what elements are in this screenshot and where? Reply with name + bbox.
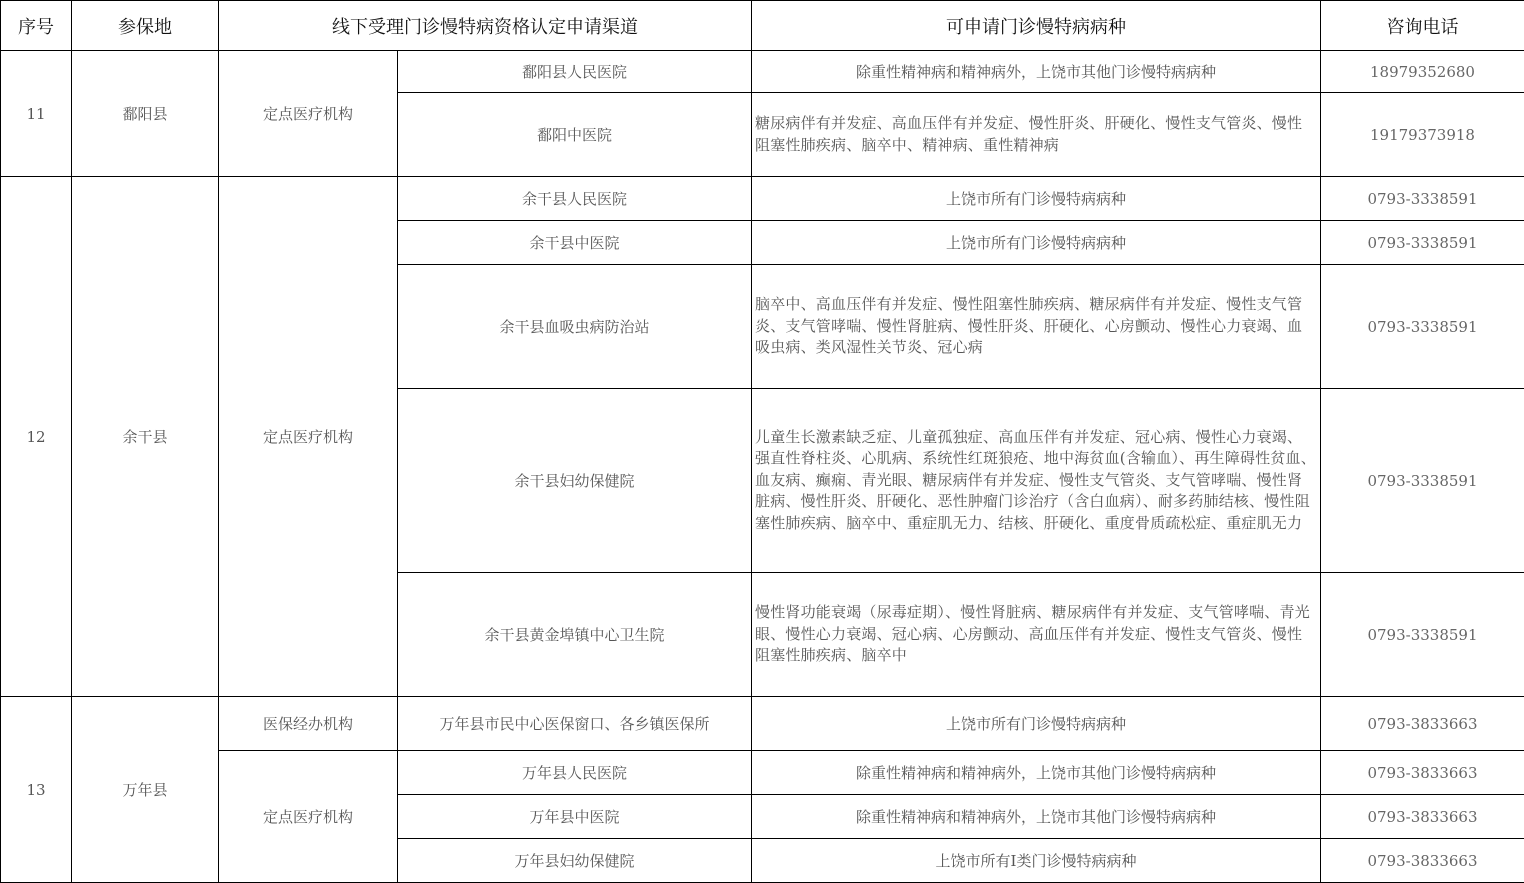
- seq-cell: 11: [1, 51, 72, 177]
- seq-cell: 12: [1, 177, 72, 697]
- phone-cell: 0793-3833663: [1321, 839, 1524, 883]
- channel-type-cell: 定点医疗机构: [219, 751, 398, 883]
- institution-cell: 鄱阳中医院: [398, 93, 752, 177]
- channel-type-cell: 定点医疗机构: [219, 177, 398, 697]
- diseases-cell: 上饶市所有门诊慢特病病种: [752, 221, 1321, 265]
- table-row: [1, 697, 1524, 751]
- diseases-cell: 除重性精神病和精神病外，上饶市其他门诊慢特病病种: [752, 795, 1321, 839]
- institution-cell: 余干县黄金埠镇中心卫生院: [398, 573, 752, 697]
- table-row: [1, 751, 1524, 795]
- diseases-cell: 上饶市所有门诊慢特病病种: [752, 697, 1321, 751]
- diseases-cell: 上饶市所有门诊慢特病病种: [752, 177, 1321, 221]
- header-row: [1, 1, 1524, 51]
- table-row: [1, 51, 1524, 93]
- institution-cell: 余干县人民医院: [398, 177, 752, 221]
- seq-cell: 13: [1, 697, 72, 883]
- header-channel: 线下受理门诊慢特病资格认定申请渠道: [219, 1, 752, 51]
- phone-cell: 0793-3833663: [1321, 795, 1524, 839]
- institution-cell: 鄱阳县人民医院: [398, 51, 752, 93]
- phone-cell: 0793-3338591: [1321, 177, 1524, 221]
- institution-cell: 余干县妇幼保健院: [398, 389, 752, 573]
- phone-cell: 0793-3338591: [1321, 389, 1524, 573]
- table-row: [1, 177, 1524, 221]
- header-seq: 序号: [1, 1, 72, 51]
- diseases-cell: 慢性肾功能衰竭（尿毒症期）、慢性肾脏病、糖尿病伴有并发症、支气管哮喘、青光眼、慢性心力衰竭、冠心病、心房颤动、高血压伴有并发症、慢性支气管炎、慢性阻塞性肺疾病、脑卒中: [752, 573, 1321, 697]
- phone-cell: 0793-3833663: [1321, 697, 1524, 751]
- phone-cell: 19179373918: [1321, 93, 1524, 177]
- diseases-cell: 脑卒中、高血压伴有并发症、慢性阻塞性肺疾病、糖尿病伴有并发症、慢性支气管炎、支气管哮喘、慢性肾脏病、慢性肝炎、肝硬化、心房颤动、慢性心力衰竭、血吸虫病、类风湿性关节炎、冠心病: [752, 265, 1321, 389]
- institution-cell: 万年县市民中心医保窗口、各乡镇医保所: [398, 697, 752, 751]
- channel-type-cell: 定点医疗机构: [219, 51, 398, 177]
- diseases-cell: 除重性精神病和精神病外，上饶市其他门诊慢特病病种: [752, 751, 1321, 795]
- header-diseases: 可申请门诊慢特病病种: [752, 1, 1321, 51]
- phone-cell: 0793-3833663: [1321, 751, 1524, 795]
- region-cell: 鄱阳县: [72, 51, 219, 177]
- institution-cell: 余干县中医院: [398, 221, 752, 265]
- phone-cell: 18979352680: [1321, 51, 1524, 93]
- channel-type-cell: 医保经办机构: [219, 697, 398, 751]
- region-cell: 万年县: [72, 697, 219, 883]
- institution-cell: 万年县人民医院: [398, 751, 752, 795]
- header-region: 参保地: [72, 1, 219, 51]
- diseases-cell: 除重性精神病和精神病外，上饶市其他门诊慢特病病种: [752, 51, 1321, 93]
- phone-cell: 0793-3338591: [1321, 265, 1524, 389]
- phone-cell: 0793-3338591: [1321, 221, 1524, 265]
- institution-cell: 万年县中医院: [398, 795, 752, 839]
- header-phone: 咨询电话: [1321, 1, 1524, 51]
- diseases-cell: 糖尿病伴有并发症、高血压伴有并发症、慢性肝炎、肝硬化、慢性支气管炎、慢性阻塞性肺疾病、脑卒中、精神病、重性精神病: [752, 93, 1321, 177]
- region-cell: 余干县: [72, 177, 219, 697]
- diseases-cell: 上饶市所有Ⅰ类门诊慢特病病种: [752, 839, 1321, 883]
- phone-cell: 0793-3338591: [1321, 573, 1524, 697]
- diseases-cell: 儿童生长激素缺乏症、儿童孤独症、高血压伴有并发症、冠心病、慢性心力衰竭、强直性脊柱炎、心肌病、系统性红斑狼疮、地中海贫血(含输血）、再生障碍性贫血、血友病、癫痫、青光眼、糖尿病伴有并发症、慢性支气管炎、支气管哮喘、慢性肾脏病、慢性肝炎、肝硬化、恶性肿瘤门诊治疗（含白血病）、耐多药肺结核、慢性阻塞性肺疾病、脑卒中、重症肌无力、结核、肝硬化、重度骨质疏松症、重症肌无力: [752, 389, 1321, 573]
- institution-cell: 余干县血吸虫病防治站: [398, 265, 752, 389]
- institution-cell: 万年县妇幼保健院: [398, 839, 752, 883]
